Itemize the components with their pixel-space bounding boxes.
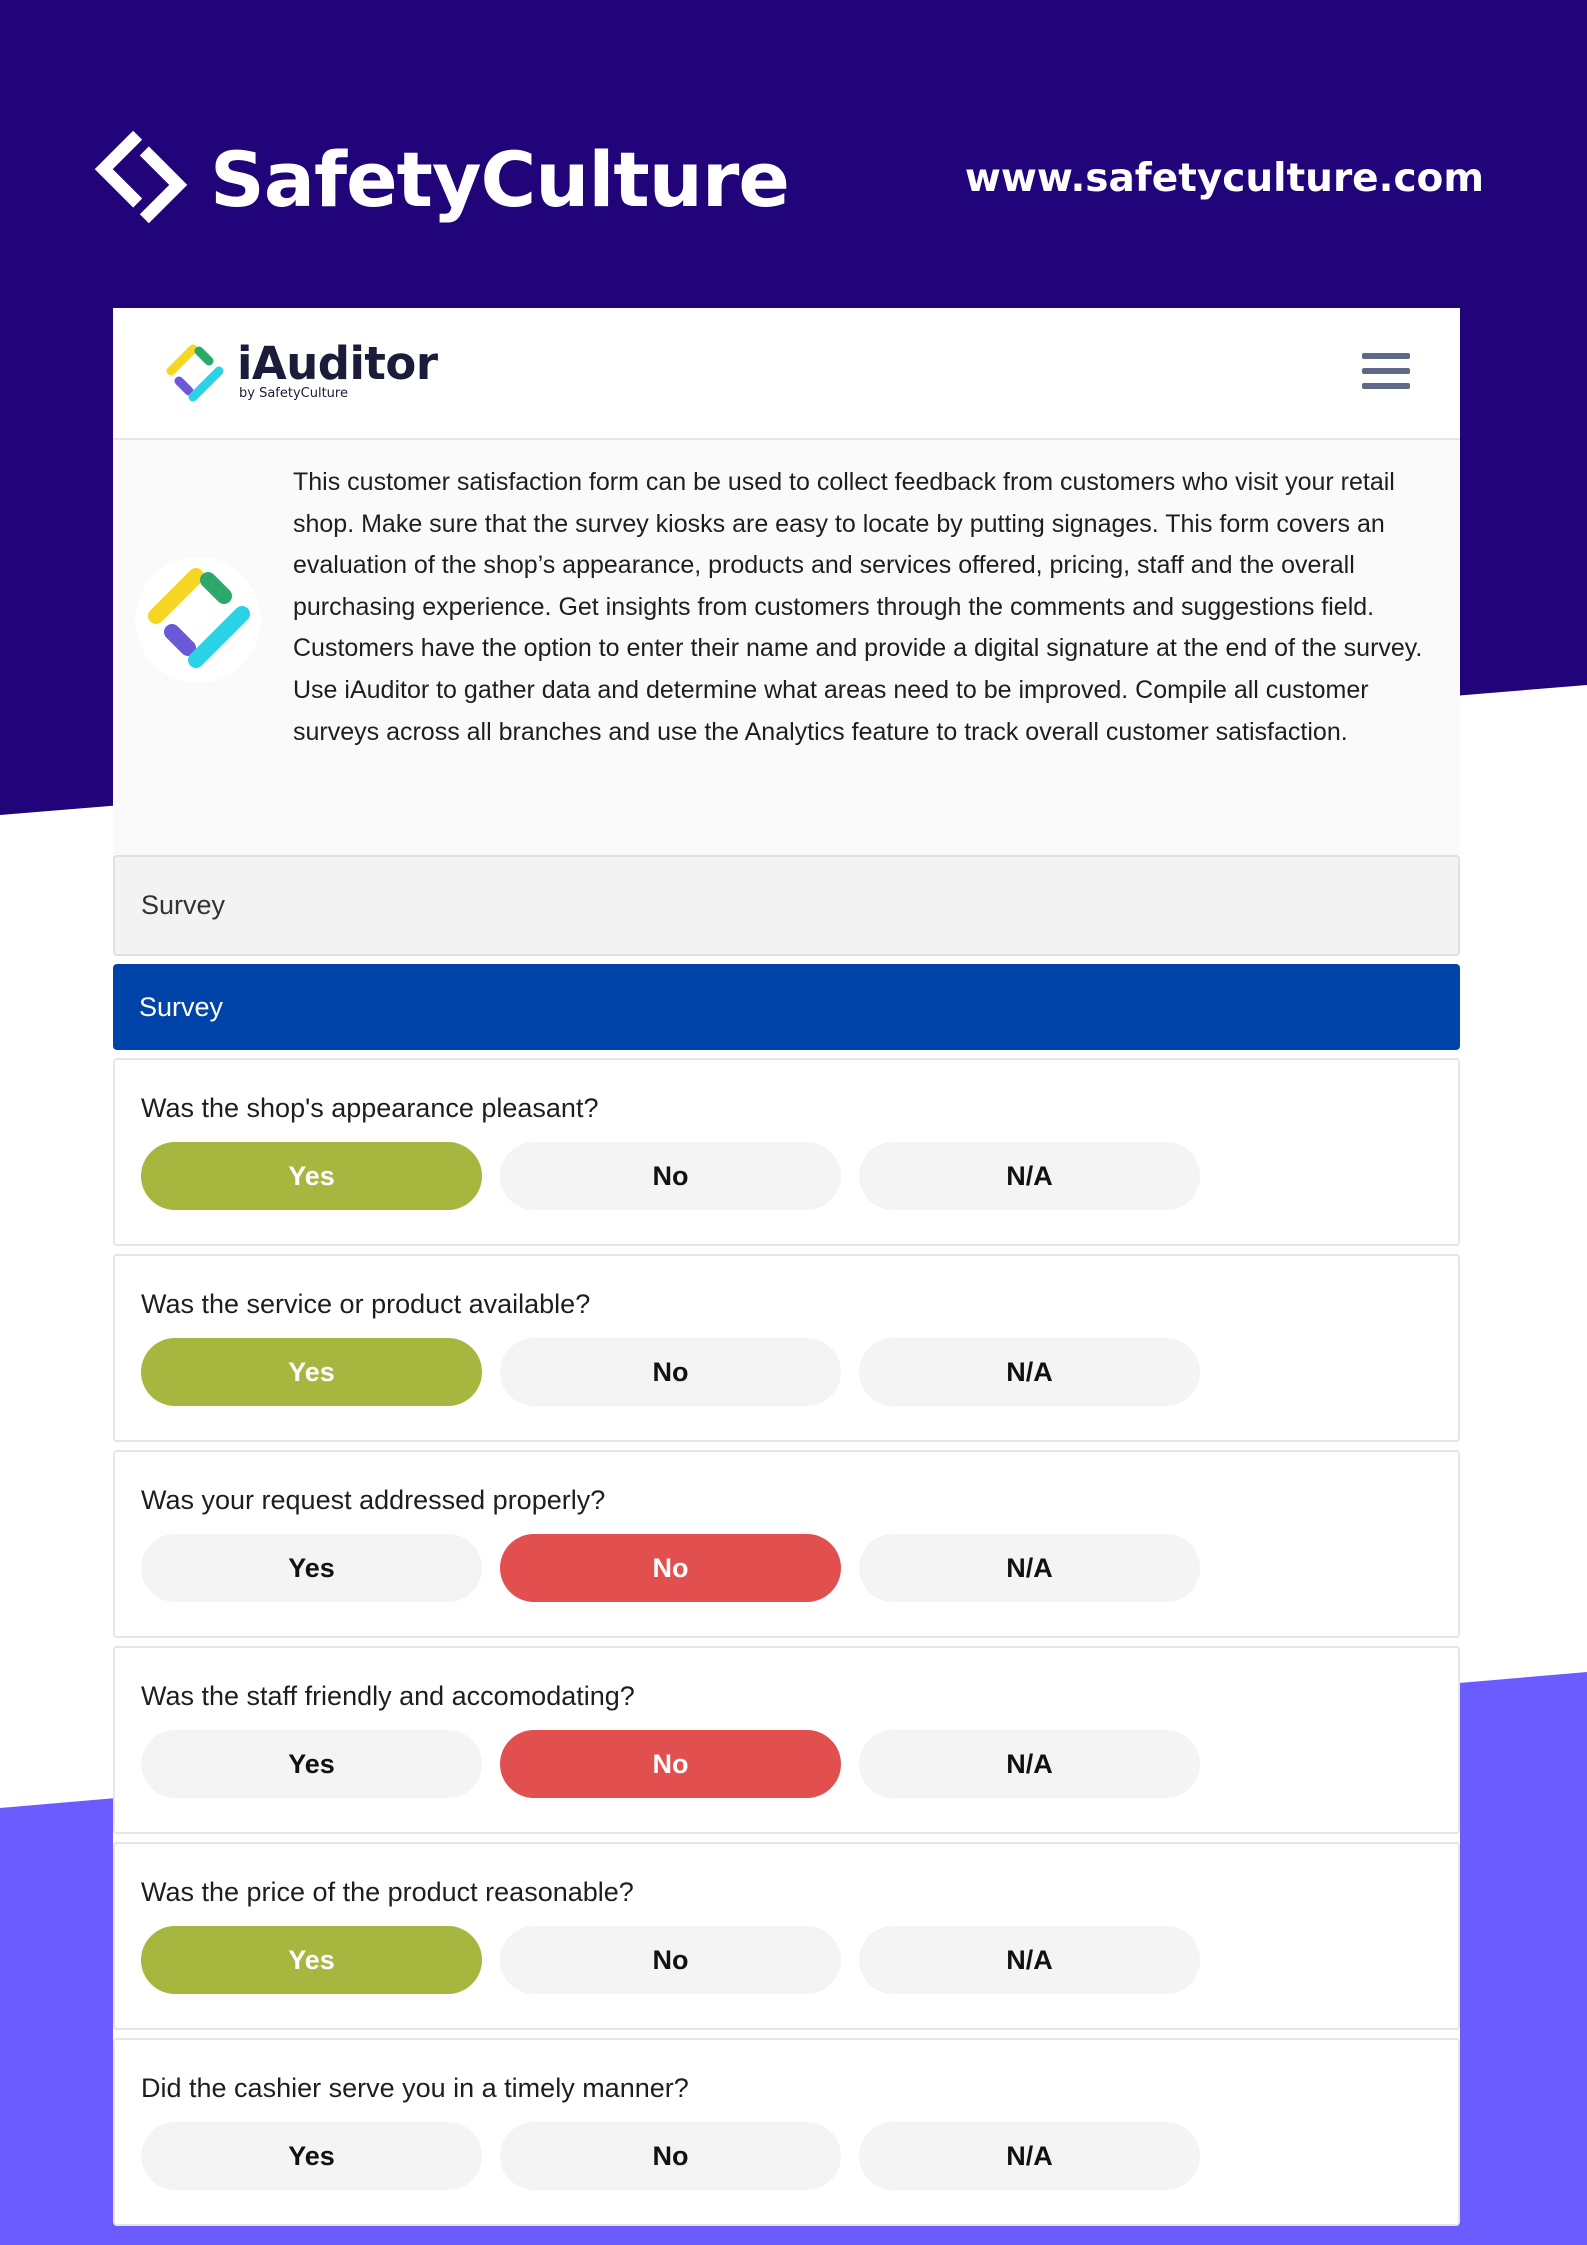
question-card [113, 1058, 1460, 1246]
answer-no-button[interactable]: No [500, 1534, 841, 1602]
answer-no-button[interactable]: No [500, 1730, 841, 1798]
question-text: Was your request addressed properly? [141, 1485, 606, 1515]
section-header-survey: Survey [113, 964, 1460, 1050]
question-text: Did the cashier serve you in a timely manner? [141, 2073, 689, 2103]
answer-group [141, 1534, 1200, 1602]
question-card [113, 1450, 1460, 1638]
answer-na-button[interactable]: N/A [859, 1926, 1200, 1994]
answer-na-button[interactable]: N/A [859, 1338, 1200, 1406]
question-text: Was the shop's appearance pleasant? [141, 1093, 599, 1123]
menu-bar [1362, 353, 1410, 359]
safetyculture-logo-icon [92, 128, 190, 226]
answer-no-button[interactable]: No [500, 1338, 841, 1406]
brand-url: www.safetyculture.com [964, 156, 1484, 201]
iauditor-logo-icon [163, 343, 227, 407]
answer-na-button[interactable]: N/A [859, 1142, 1200, 1210]
menu-bar [1362, 368, 1410, 374]
answer-yes-button[interactable]: Yes [141, 1142, 482, 1210]
question-text: Was the service or product available? [141, 1289, 591, 1319]
template-intro [113, 440, 1460, 855]
answer-group [141, 1926, 1200, 1994]
template-logo [135, 557, 261, 683]
app-subname: by SafetyCulture [239, 386, 348, 401]
question-card [113, 1646, 1460, 1834]
question-card [113, 1842, 1460, 2030]
answer-yes-button[interactable]: Yes [141, 1730, 482, 1798]
template-description: This customer satisfaction form can be used to collect feedback from customers who visit your retail shop. Make sure that the survey kiosks are easy to locate by putting signages. This form covers an evaluation of the shop’s appearance, products and services offered, pricing, staff and the overall purchasing experience. Get insights from customers through the comments and suggestions field. Customers have the option to enter their name and provide a digital signature at the end of the survey. Use iAuditor to gather data and determine what areas need to be improved. Compile all customer surveys across all branches and use the Analytics feature to track overall customer satisfaction. [293, 468, 1423, 746]
answer-group [141, 1142, 1200, 1210]
app-screen [113, 308, 1460, 2171]
answer-yes-button[interactable]: Yes [141, 1338, 482, 1406]
answer-group [141, 2122, 1200, 2190]
answer-na-button[interactable]: N/A [859, 2122, 1200, 2190]
iauditor-logo-icon [142, 564, 254, 676]
question-text: Was the price of the product reasonable? [141, 1877, 634, 1907]
answer-na-button[interactable]: N/A [859, 1534, 1200, 1602]
answer-no-button[interactable]: No [500, 1142, 841, 1210]
answer-yes-button[interactable]: Yes [141, 1926, 482, 1994]
question-text: Was the staff friendly and accomodating? [141, 1681, 635, 1711]
answer-no-button[interactable]: No [500, 1926, 841, 1994]
answer-group [141, 1338, 1200, 1406]
question-list [113, 1058, 1460, 2226]
app-name: iAuditor [237, 337, 438, 390]
menu-bar [1362, 383, 1410, 389]
answer-yes-button[interactable]: Yes [141, 1534, 482, 1602]
section-tab-survey[interactable]: Survey [113, 855, 1460, 956]
answer-group [141, 1730, 1200, 1798]
brand-name: SafetyCulture [210, 135, 789, 224]
answer-no-button[interactable]: No [500, 2122, 841, 2190]
answer-yes-button[interactable]: Yes [141, 2122, 482, 2190]
hamburger-menu-icon[interactable] [1362, 353, 1410, 393]
answer-na-button[interactable]: N/A [859, 1730, 1200, 1798]
question-card [113, 2038, 1460, 2226]
question-card [113, 1254, 1460, 1442]
app-header [113, 308, 1460, 440]
